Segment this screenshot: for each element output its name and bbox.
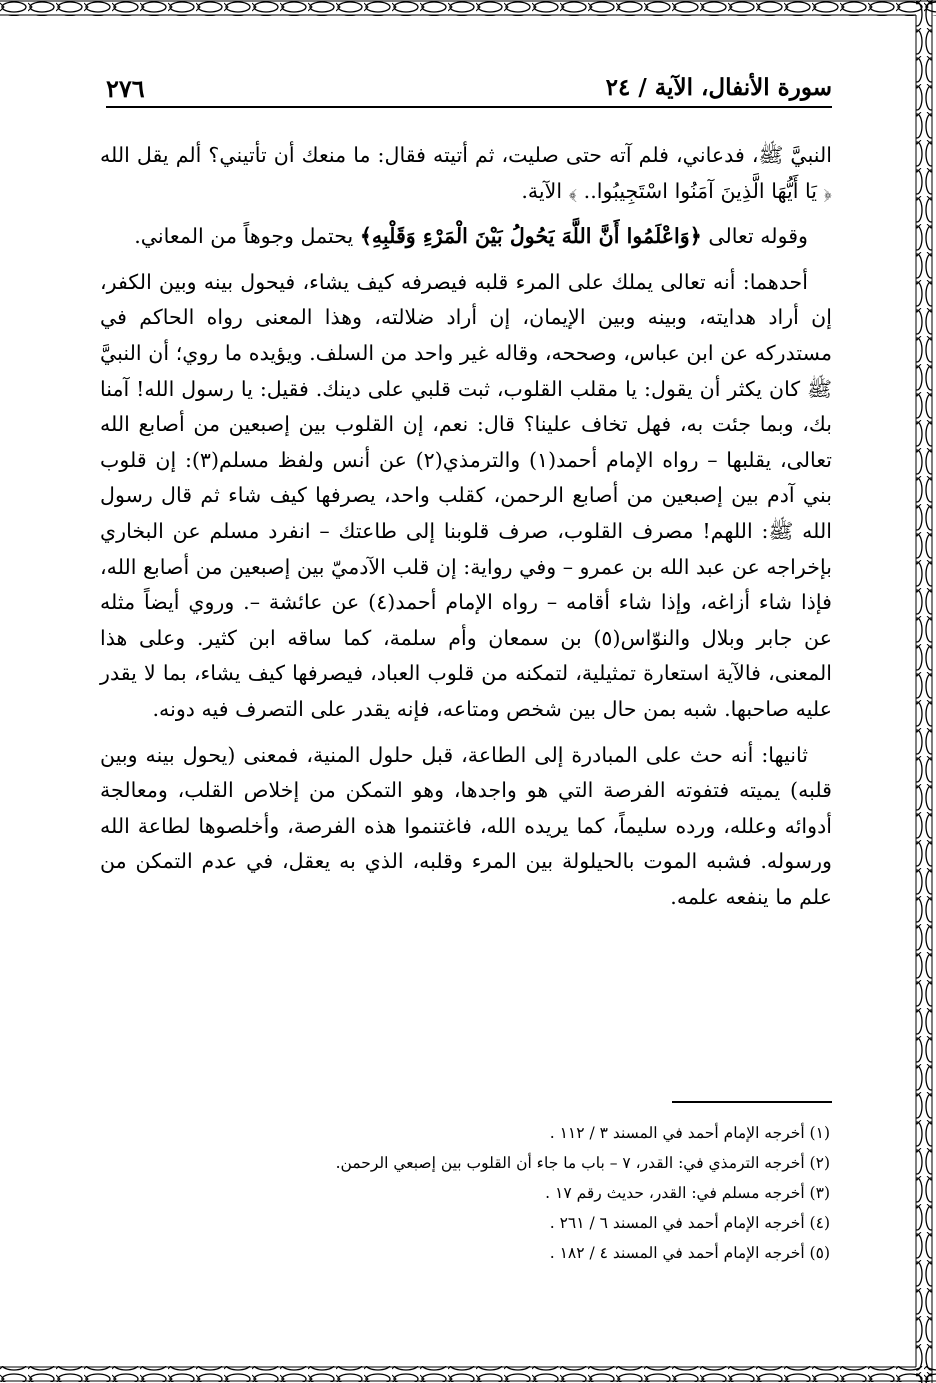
footnote-2: (٢) أخرجه الترمذي في: القدر، ٧ – باب ما جاء أن القلوب بين إصبعي الرحمن. — [335, 1154, 830, 1172]
footnotes — [100, 1118, 830, 1268]
paragraph-4: ثانيها: أنه حث على المبادرة إلى الطاعة، قبل حلول المنية، فمعنى (يحول بينه وبين قلبه) يميته فتفوته الفرصة التي هو واجدها، وهو التمكن من إخلاص القلب، ومعالجة أدوائه وعلله، ورده سليماً، كما يريده الله، فاغتنموا هذه الفرصة، وأخلصوها لطاعة الله ورسوله. فشبه الموت بالحيلولة بين المرء وقلبه، الذي به يعقل، في عدم التمكن من علم ما ينفعه علمه. — [100, 742, 832, 909]
footnote-1: (١) أخرجه الإمام أحمد في المسند ٣ / ١١٢ . — [549, 1124, 830, 1142]
footnote-5: (٥) أخرجه الإمام أحمد في المسند ٤ / ١٨٢ . — [549, 1244, 830, 1262]
quran-verse: ﴿وَاعْلَمُوا أَنَّ اللَّهَ يَحُولُ بَيْنَ الْمَرْءِ وَقَلْبِهِ﴾ — [359, 224, 702, 249]
paragraph-3: أحدهما: أنه تعالى يملك على المرء قلبه فيصرفه كيف يشاء، فيحول بينه وبين الكفر، إن أراد هدايته، وبينه وبين الإيمان، إن أراد ضلالته، وهذا المعنى رواه الحاكم في مستدركه عن ابن عباس، وصححه، وقاله غير واحد من السلف. ويؤيده ما روي؛ أن النبيَّ ﷺ كان يكثر أن يقول: يا مقلب القلوب، ثبت قلبي على دينك. فقيل: يا رسول الله! آمنا بك، وبما جئت به، فهل تخاف علينا؟ قال: نعم، إن القلوب بين إصبعين من أصابع الله تعالى، يقلبها – رواه الإمام أحمد(١) والترمذي(٢) عن أنس ولفظ مسلم(٣): إن قلوب بني آدم بين إصبعين من أصابع الرحمن، كقلب واحد، يصرفها كيف شاء ثم قال رسول الله ﷺ: اللهم! مصرف القلوب، صرف قلوبنا إلى طاعتك – انفرد مسلم عن البخاري بإخراجه عن عبد الله بن عمرو – وفي رواية: إن قلب الآدميّ بين إصبعين من أصابع الله، فإذا شاء أزاغه، وإذا شاء أقامه – رواه الإمام أحمد(٤) عن عائشة –. وروي أيضاً مثله عن جابر وبلال والنوّاس(٥) بن سمعان وأم سلمة، كما ساقه ابن كثير. وعلى هذا المعنى، فالآية استعارة تمثيلية، لتمكنه من قلوب العباد، فيصرفها كيف يشاء، بما لا يقدر عليه صاحبها. شبه بمن حال بين شخص ومتاعه، فإنه يقدر على التصرف فيه دونه. — [100, 269, 832, 721]
footnote-3: (٣) أخرجه مسلم في: القدر، حديث رقم ١٧ . — [545, 1184, 830, 1202]
footnote-4: (٤) أخرجه الإمام أحمد في المسند ٦ / ٢٦١ . — [549, 1214, 830, 1232]
paragraph-2-tail: يحتمل وجوهاً من المعاني. — [134, 224, 360, 249]
page-header — [106, 66, 832, 108]
footnote-separator — [672, 1101, 832, 1103]
paragraph-1: النبيَّ ﷺ، فدعاني، فلم آته حتى صليت، ثم أتيته فقال: ما منعك أن تأتيني؟ ألم يقل الله ﴿ يَا أَيُّهَا الَّذِينَ آمَنُوا اسْتَجِيبُوا.. ﴾ الآية. — [100, 143, 832, 203]
running-title: سورة الأنفال، الآية / ٢٤ — [605, 74, 832, 101]
paragraph-2-lead: وقوله تعالى — [701, 224, 808, 249]
page-number: ٢٧٦ — [106, 74, 145, 103]
paragraph-2 — [100, 219, 832, 255]
main-text — [100, 138, 832, 925]
